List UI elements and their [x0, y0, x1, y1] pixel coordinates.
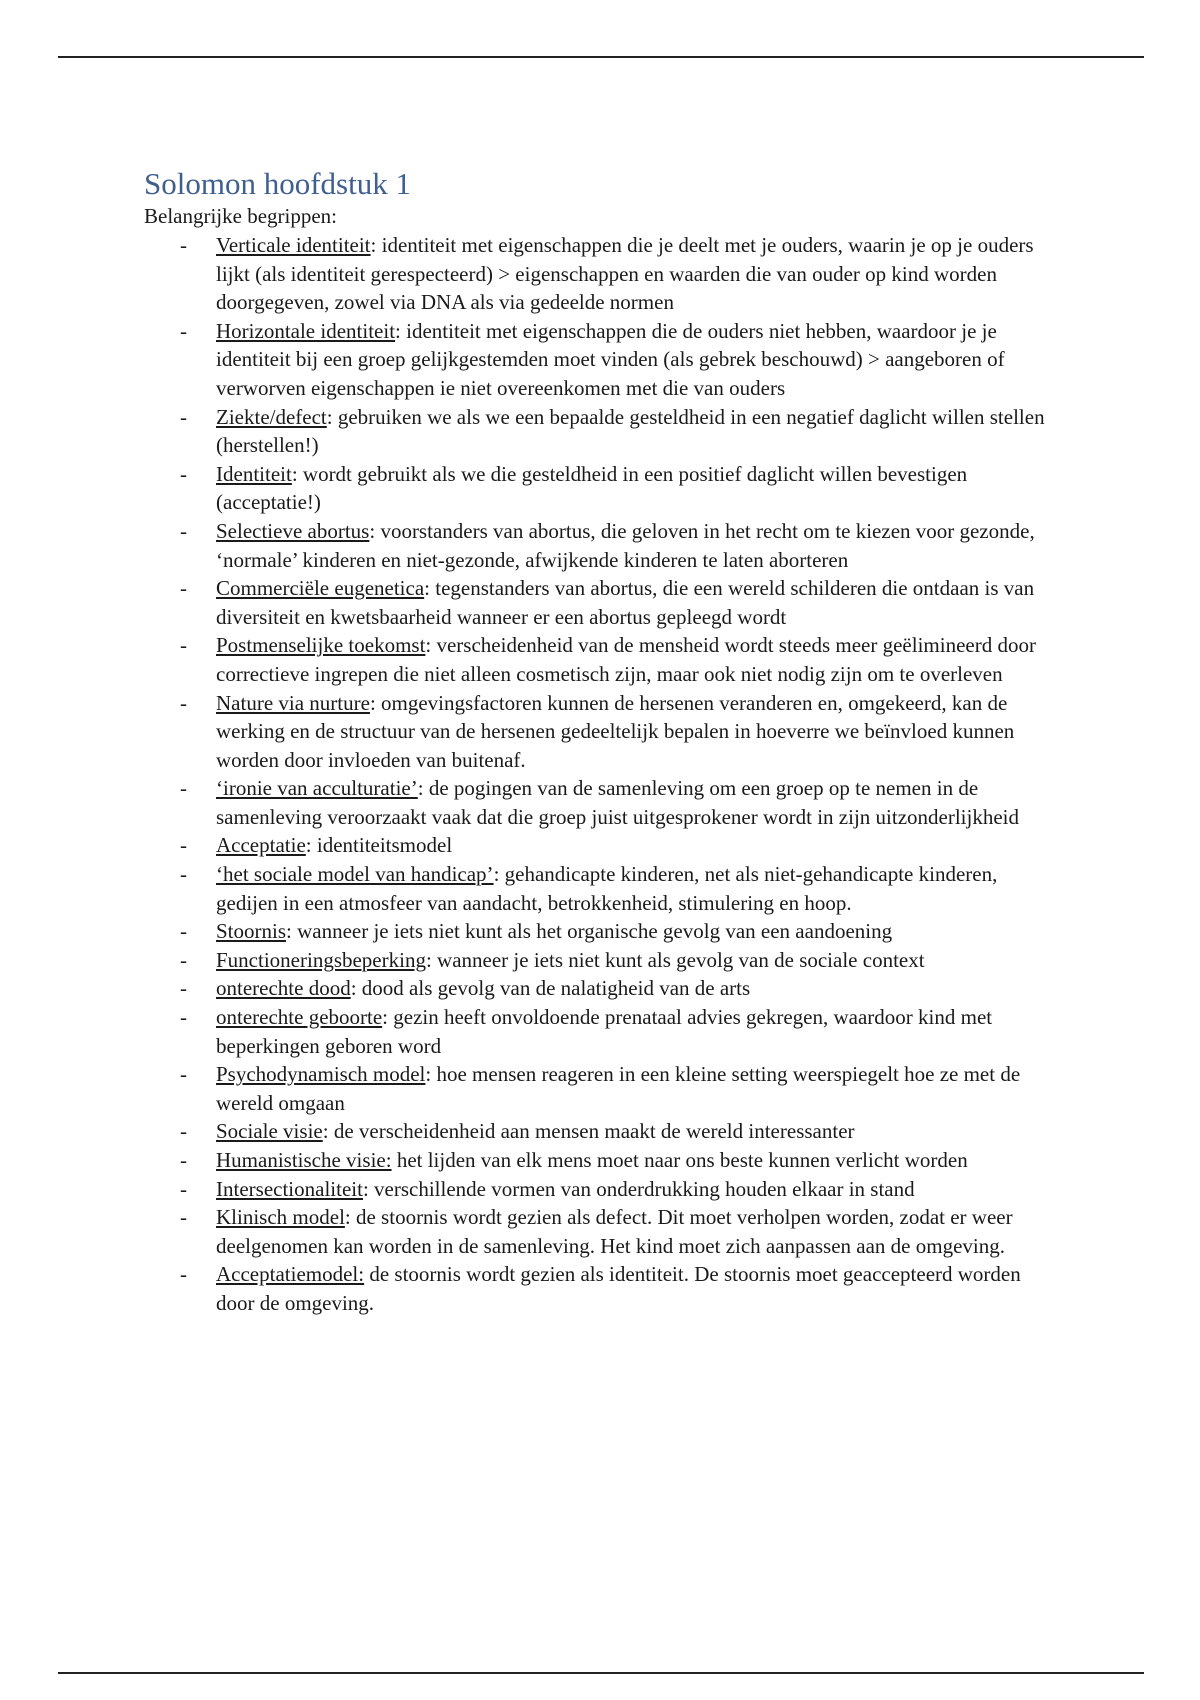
bullet-dash: - — [180, 461, 187, 486]
bullet-dash: - — [180, 1176, 187, 1201]
bullet-dash: - — [180, 1005, 187, 1030]
section-subtitle: Belangrijke begrippen: — [144, 204, 338, 228]
term-label: ‘ironie van acculturatie’ — [216, 776, 418, 801]
term-definition: : wanneer je iets niet kunt als het organische gevolg van een aandoening — [286, 919, 893, 944]
list-item — [144, 974, 1064, 1003]
term-definition: : voorstanders van abortus, die geloven in het recht om te kiezen voor gezonde, ‘normale’ kinderen en niet-gezonde, afwijkende kinderen te laten aborteren — [216, 518, 1035, 572]
bullet-dash: - — [180, 1262, 187, 1287]
term-definition: : verschillende vormen van onderdrukking houden elkaar in stand — [362, 1176, 915, 1201]
term-label: Acceptatiemodel: — [216, 1262, 365, 1287]
term-definition: : identiteit met eigenschappen die de ouders niet hebben, waardoor je je identiteit bij een groep gelijkgestemden moet vinden (als gebrek beschouwd) > aangeboren of verworven eigenschappen ie niet overeenkomen met die van ouders — [216, 318, 1005, 400]
term-label: Functioneringsbeperking — [216, 947, 426, 972]
bullet-dash: - — [180, 833, 187, 858]
term-label: Postmenselijke toekomst — [216, 633, 426, 658]
term-definition: : gebruiken we als we een bepaalde gesteldheid in een negatief daglicht willen stellen (herstellen!) — [216, 404, 1045, 458]
term-label: Nature via nurture — [216, 690, 370, 715]
list-item — [144, 517, 1064, 574]
term-label: Intersectionaliteit — [216, 1176, 363, 1201]
term-label: onterechte dood — [216, 976, 351, 1001]
bullet-dash: - — [180, 976, 187, 1001]
term-label: Horizontale identiteit — [216, 318, 396, 343]
term-label: Selectieve abortus — [216, 518, 370, 543]
term-label: onterechte geboorte — [216, 1005, 383, 1030]
bullet-dash: - — [180, 1062, 187, 1087]
header-rule — [58, 56, 1144, 58]
term-label: Psychodynamisch model — [216, 1062, 426, 1087]
term-definition: : wanneer je iets niet kunt als gevolg van de sociale context — [425, 947, 925, 972]
term-label: Acceptatie — [216, 833, 306, 858]
term-definition: : identiteit met eigenschappen die je deelt met je ouders, waarin je op je ouders lijkt (als identiteit gerespecteerd) > eigenschappen en waarden die van ouder op kind worden doorgegeven, zowel via DNA als via gedeelde normen — [216, 233, 1034, 315]
terms-list — [144, 231, 1064, 1318]
footer-rule — [58, 1672, 1144, 1674]
bullet-dash: - — [180, 776, 187, 801]
term-label: Klinisch model — [216, 1205, 345, 1230]
list-item — [144, 860, 1064, 917]
term-definition: : verscheidenheid van de mensheid wordt steeds meer geëlimineerd door correctieve ingrepen die niet alleen cosmetisch zijn, maar ook niet nodig zijn om te overleven — [216, 633, 1036, 686]
list-item — [144, 946, 1064, 975]
list-item — [144, 1146, 1064, 1175]
bullet-dash: - — [180, 947, 187, 972]
page-title: Solomon hoofdstuk 1 — [144, 166, 411, 201]
bullet-dash: - — [180, 862, 187, 887]
term-definition: : tegenstanders van abortus, die een wereld schilderen die ontdaan is van diversiteit en kwetsbaarheid wanneer er een abortus gepleegd wordt — [216, 576, 1035, 629]
term-label: ‘het sociale model van handicap’ — [216, 862, 494, 887]
list-item — [144, 1003, 1064, 1060]
list-item — [144, 574, 1064, 631]
term-definition: : de pogingen van de samenleving om een groep op te nemen in de samenleving veroorzaakt vaak dat die groep juist uitgesprokener wordt in zijn uitzonderlijkheid — [216, 776, 1020, 829]
bullet-dash: - — [180, 633, 187, 658]
list-item — [144, 1175, 1064, 1204]
term-label: Verticale identiteit — [216, 233, 371, 257]
list-item — [144, 1260, 1064, 1317]
term-label: Humanistische visie: — [216, 1148, 392, 1172]
list-item — [144, 774, 1064, 831]
bullet-dash: - — [180, 318, 187, 343]
term-label: Sociale visie — [216, 1119, 323, 1144]
term-label: Ziekte/defect — [216, 404, 327, 429]
term-label: Commerciële eugenetica — [216, 576, 425, 601]
term-definition: : identiteitsmodel — [305, 833, 453, 858]
bullet-dash: - — [180, 690, 187, 715]
list-item — [144, 1203, 1064, 1260]
bullet-dash: - — [180, 233, 187, 257]
term-label: Identiteit — [216, 461, 292, 486]
term-definition: : de verscheidenheid aan mensen maakt de wereld interessanter — [322, 1119, 855, 1144]
term-definition: : omgevingsfactoren kunnen de hersenen veranderen en, omgekeerd, kan de werking en de structuur van de hersenen gedeeltelijk bepalen in hoeverre we beïnvloed kunnen worden door invloeden van buitenaf. — [216, 690, 1015, 772]
bullet-dash: - — [180, 1148, 187, 1172]
list-item — [144, 631, 1064, 688]
bullet-dash: - — [180, 1205, 187, 1230]
list-item — [144, 403, 1064, 460]
term-label: Stoornis — [216, 919, 287, 944]
bullet-dash: - — [180, 1119, 187, 1144]
bullet-dash: - — [180, 404, 187, 429]
term-definition: het lijden van elk mens moet naar ons beste kunnen verlicht worden — [391, 1148, 968, 1172]
term-definition: : de stoornis wordt gezien als defect. Dit moet verholpen worden, zodat er weer deelgenomen kan worden in de samenleving. Het kind moet zich aanpassen aan de omgeving. — [216, 1205, 1013, 1258]
bullet-dash: - — [180, 919, 187, 944]
term-definition: : wordt gebruikt als we die gesteldheid in een positief daglicht willen bevestigen (acceptatie!) — [216, 461, 968, 515]
list-item — [144, 917, 1064, 946]
term-definition: : dood als gevolg van de nalatigheid van de arts — [350, 976, 751, 1001]
list-item — [144, 317, 1064, 403]
term-definition: de stoornis wordt gezien als identiteit. De stoornis moet geaccepteerd worden door de omgeving. — [216, 1262, 1021, 1315]
term-definition: : gehandicapte kinderen, net als niet-gehandicapte kinderen, gedijen in een atmosfeer van aandacht, betrokkenheid, stimulering en hoop. — [216, 862, 998, 915]
list-item — [144, 689, 1064, 775]
list-item — [144, 1060, 1064, 1117]
list-item — [144, 831, 1064, 860]
list-item — [144, 231, 1064, 317]
term-definition: : gezin heeft onvoldoende prenataal advies gekregen, waardoor kind met beperkingen geboren word — [216, 1005, 993, 1058]
list-item — [144, 1117, 1064, 1146]
document-body — [144, 166, 1064, 1318]
bullet-dash: - — [180, 518, 187, 543]
term-definition: : hoe mensen reageren in een kleine setting weerspiegelt hoe ze met de wereld omgaan — [216, 1062, 1021, 1115]
list-item — [144, 460, 1064, 517]
bullet-dash: - — [180, 576, 187, 601]
